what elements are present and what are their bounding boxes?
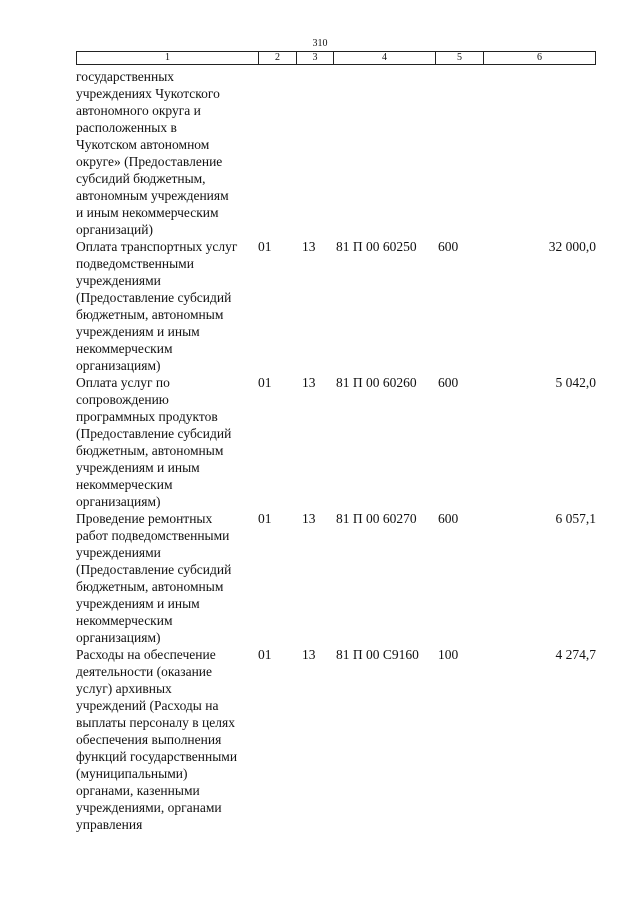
row-expense-type: 600 xyxy=(438,511,459,526)
row-target-code: 81 П 00 С9160 xyxy=(336,647,419,662)
row-subsection: 13 xyxy=(302,511,316,526)
row-name: Оплата транспортных услуг подведомственными учреждениями (Предоставление субсидий бюджетным, автономным учреждениям и иным некоммерческим организациям) xyxy=(76,239,238,373)
row-name: Расходы на обеспечение деятельности (оказание услуг) архивных учреждений (Расходы на выплаты персоналу в целях обеспечения выполнения функций государственными (муниципальными) органами, казенными учреждениями, органами управления xyxy=(76,647,238,832)
row-subsection: 13 xyxy=(302,239,316,254)
row-target-code: 81 П 00 60260 xyxy=(336,375,417,390)
row-amount: 5 042,0 xyxy=(555,375,596,390)
row-amount: 4 274,7 xyxy=(555,647,596,662)
page-number: 310 xyxy=(312,38,328,49)
row-amount: 32 000,0 xyxy=(548,239,596,254)
row-target-code: 81 П 00 60250 xyxy=(336,239,417,254)
header-col-6: 6 xyxy=(537,52,542,63)
row-subsection xyxy=(296,68,333,238)
row-target-code xyxy=(333,68,435,238)
row-expense-type: 600 xyxy=(438,375,459,390)
row-amount xyxy=(483,68,596,238)
header-col-4: 4 xyxy=(334,52,436,64)
header-col-3: 3 xyxy=(297,52,334,64)
row-section: 01 xyxy=(258,239,272,254)
row-name: Оплата услуг по сопровождению программных продуктов (Предоставление субсидий бюджетным, автономным учреждениям и иным некоммерческим организациям) xyxy=(76,375,232,509)
table-row xyxy=(76,646,596,833)
table-header xyxy=(76,51,596,65)
table-row xyxy=(76,68,596,238)
row-section: 01 xyxy=(258,511,272,526)
row-expense-type xyxy=(435,68,483,238)
row-section: 01 xyxy=(258,647,272,662)
table-body xyxy=(76,68,596,833)
row-expense-type: 600 xyxy=(438,239,459,254)
row-amount: 6 057,1 xyxy=(555,511,596,526)
table-row xyxy=(76,374,596,510)
table-row xyxy=(76,510,596,646)
row-section: 01 xyxy=(258,375,272,390)
row-name: государственных учреждениях Чукотского автономного округа и расположенных в Чукотском автономном округе» (Предоставление субсидий бюджетным, автономным учреждениям и иным некоммерческим организаций) xyxy=(76,69,229,237)
row-target-code: 81 П 00 60270 xyxy=(336,511,417,526)
row-name: Проведение ремонтных работ подведомственными учреждениями (Предоставление субсидий бюджетным, автономным учреждениям и иным некоммерческим организациям) xyxy=(76,511,232,645)
header-col-1: 1 xyxy=(77,52,259,64)
row-subsection: 13 xyxy=(302,375,316,390)
row-expense-type: 100 xyxy=(438,647,459,662)
row-subsection: 13 xyxy=(302,647,316,662)
row-section xyxy=(258,68,296,238)
header-col-5: 5 xyxy=(436,52,484,64)
header-col-2: 2 xyxy=(259,52,297,64)
table-row xyxy=(76,238,596,374)
